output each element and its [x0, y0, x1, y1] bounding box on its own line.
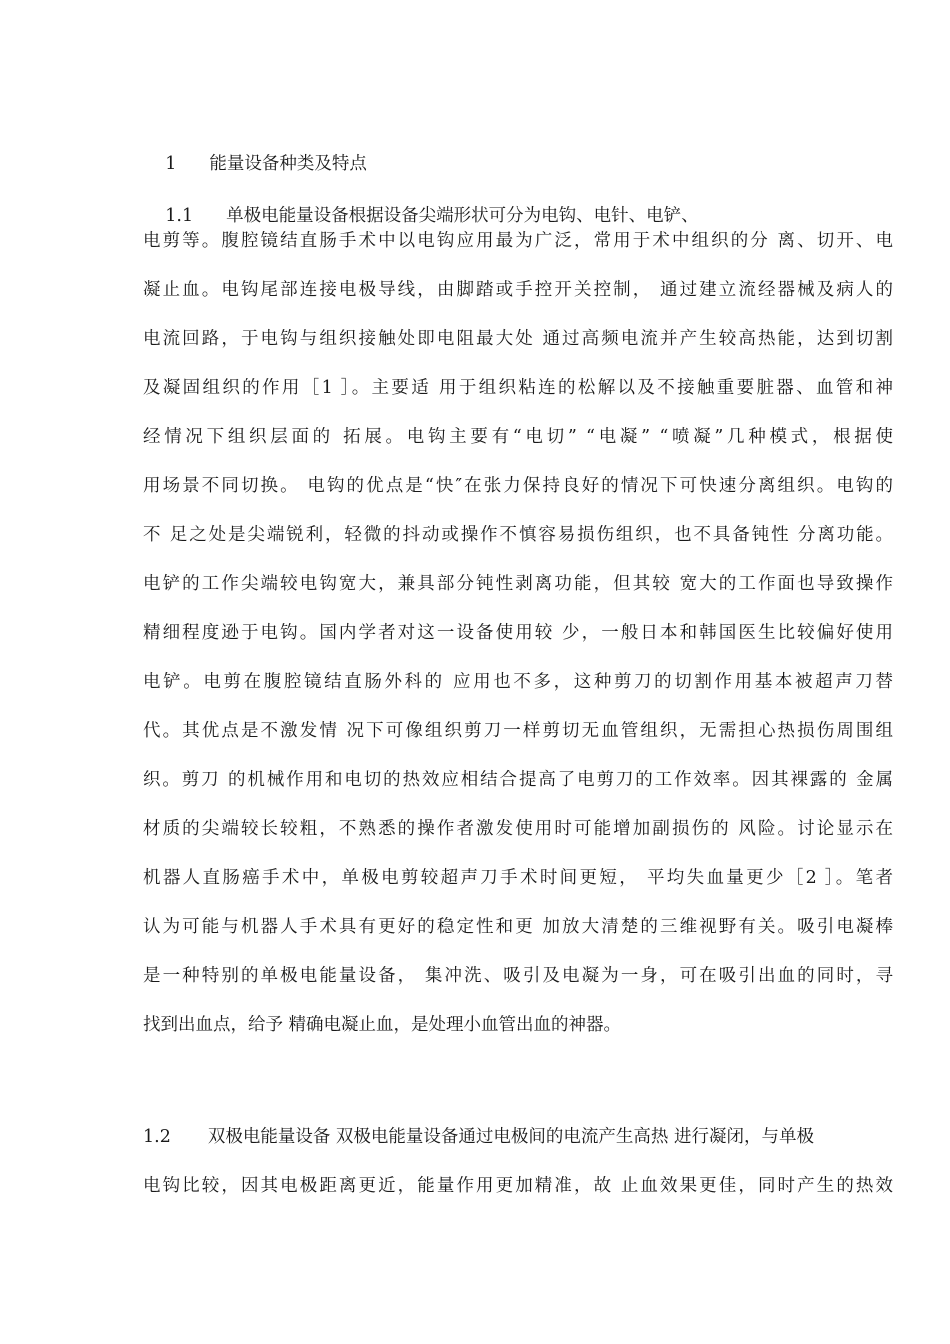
section-number: 1.2: [143, 1127, 171, 1147]
paragraph-line: 电流回路，于电钩与组织接触处即电阻最大处 通过高频电流并产生较高热能，达到切割: [143, 329, 893, 349]
paragraph-line: 及凝固组织的作用［1 ］。主要适 用于组织粘连的松解以及不接触重要脏器、血管和神: [143, 378, 893, 398]
section-heading-1-2: [143, 1125, 893, 1149]
section-number: 1.1: [165, 206, 194, 226]
paragraph-line: 用场景不同切换。 电钩的优点是“快″在张力保持良好的情况下可快速分离组织。电钩的: [143, 476, 893, 496]
paragraph-line: 认为可能与机器人手术具有更好的稳定性和更 加放大清楚的三维视野有关。吸引电凝棒: [143, 917, 893, 937]
paragraph-line: 单极电能量设备根据设备尖端形状可分为电钩、电针、电铲、: [226, 206, 699, 226]
paragraph-line: 不 足之处是尖端锐利，轻微的抖动或操作不慎容易损伤组织，也不具备钝性 分离功能。: [143, 525, 893, 545]
section-title: 能量设备种类及特点: [209, 154, 367, 174]
paragraph-line: 机器人直肠癌手术中，单极电剪较超声刀手术时间更短， 平均失血量更少［2 ］。笔者: [143, 868, 893, 888]
paragraph-line: 电铲的工作尖端较电钩宽大，兼具部分钝性剥离功能，但其较 宽大的工作面也导致操作: [143, 574, 893, 594]
section-number: 1: [165, 154, 177, 174]
paragraph-line: 代。其优点是不激发情 况下可像组织剪刀一样剪切无血管组织，无需担心热损伤周围组: [143, 721, 893, 741]
paragraph-line: 经情况下组织层面的 拓展。电钩主要有“电切” “电凝” “喷凝”几种模式，根据使: [143, 427, 893, 447]
paragraph-line: 电剪等。腹腔镜结直肠手术中以电钩应用最为广泛，常用于术中组织的分 离、切开、电: [143, 231, 893, 251]
paragraph-line: 找到出血点，给予 精确电凝止血，是处理小血管出血的神器。: [143, 1015, 622, 1035]
paragraph-line: 材质的尖端较长较粗，不熟悉的操作者激发使用时可能增加副损伤的 风险。讨论显示在: [143, 819, 893, 839]
paragraph-line: 是一种特别的单极电能量设备， 集冲洗、吸引及电凝为一身，可在吸引出血的同时，寻: [143, 966, 893, 986]
paragraph-line: 双极电能量设备 双极电能量设备通过电极间的电流产生高热 进行凝闭，与单极: [207, 1127, 814, 1147]
paragraph-line: 精细程度逊于电钩。国内学者对这一设备使用较 少，一般日本和韩国医生比较偏好使用: [143, 623, 893, 643]
paragraph-line: 凝止血。电钩尾部连接电极导线，由脚踏或手控开关控制， 通过建立流经器械及病人的: [143, 280, 893, 300]
paragraph-line: 电铲。电剪在腹腔镜结直肠外科的 应用也不多，这种剪刀的切割作用基本被超声刀替: [143, 672, 893, 692]
paragraph-line: 电钩比较，因其电极距离更近，能量作用更加精准，故 止血效果更佳，同时产生的热效: [143, 1176, 893, 1196]
paragraph-line: 织。剪刀 的机械作用和电切的热效应相结合提高了电剪刀的工作效率。因其裸露的 金属: [143, 770, 893, 790]
